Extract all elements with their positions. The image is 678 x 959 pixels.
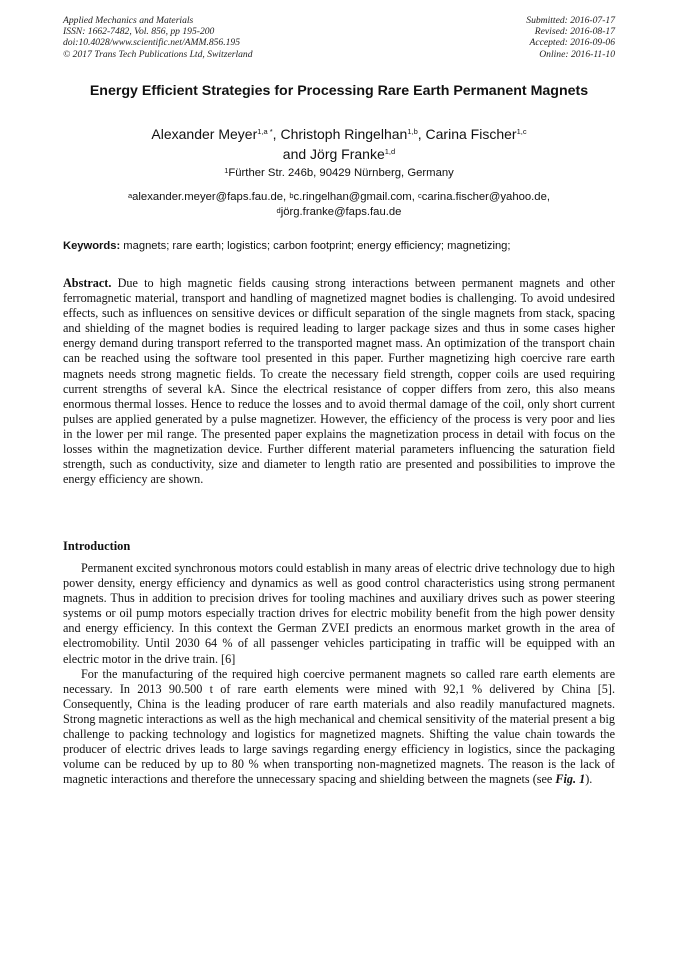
affiliation — [63, 166, 615, 180]
email-address[interactable]: alexander.meyer@faps.fau.de, — [132, 191, 290, 203]
page-header — [63, 15, 615, 60]
keywords-label: Keywords: — [63, 240, 121, 252]
author-superscript: 1,b — [407, 127, 418, 136]
author-superscript: 1,a * — [257, 127, 273, 136]
email-superscript: a — [127, 191, 133, 200]
affiliation-address: Fürther Str. 246b, 90429 Nürnberg, Germany — [228, 167, 454, 179]
revised-date: Revised: 2016-08-17 — [534, 26, 615, 38]
author-superscript: 1,d — [384, 147, 396, 156]
affiliation-superscript: 1 — [224, 166, 229, 175]
author-list — [63, 124, 615, 164]
email-superscript: c — [417, 191, 422, 200]
paragraph — [63, 667, 615, 788]
abstract-label: Abstract. — [63, 276, 112, 290]
abstract-text: Due to high magnetic fields causing strong interactions between permanent magnets and other ferromagnetic material, transport and handling of magnetized magnet bodies is challenging. To avoid undesired effects, such as influences on sensitive devices or difficult separation of the single magnets from stack, spacing and shielding of the magnet bodies is required leading to larger package sizes and thus in some cases higher energy demand during transport referred to the transported magnet mass. An optimization of the transport chain can be reached using the software tool presented in this paper. Further magnetizing high coercive rare earth magnets needs strong magnetic fields. To create the necessary field strength, copper coils are used requiring current strengths of several kA. Since the electrical resistance of copper differs from zero, this also means enormous thermal losses. Hence to reduce the losses and to avoid thermal damage of the coil, only short current pulses are applied generated by a pulse magnetizer. However, the efficiency of the process is very poor and lies in the lower per mil range. The presented paper explains the magnetization process in detail with focus on the losses within the magnetization device. Further different material parameters influencing the saturation field strength, such as conductivity, size and diameter to length ratio are presented and possibilities to improve the energy efficiency are shown. — [63, 276, 615, 487]
paragraph-text: For the manufacturing of the required high coercive permanent magnets so called rare earth elements are necessary. In 2013 90.500 t of rare earth elements were mined with 92,1 % delivered by China [5]. Consequently, China is the leading producer of rare earth materials and also readily manufactured magnets. Strong magnetic interactions as well as the high mechanical and chemical sensitivity of the material present a big challenge to packing technology and logistics for magnetized magnets. Shifting the value chain towards the producer of electric drives leads to large savings regarding energy efficiency in logistics, since the packaging volume can be reduced by up to 80 % when transporting non-magnetized magnets. The reason is the lack of magnetic interactions and therefore the unnecessary spacing and shielding between the magnets (see — [63, 666, 615, 787]
accepted-date: Accepted: 2016-09-06 — [529, 37, 615, 49]
email-address[interactable]: c.ringelhan@gmail.com, — [293, 191, 418, 203]
author-name: Jörg Franke — [310, 146, 385, 162]
introduction-heading: Introduction — [63, 539, 131, 553]
author-separator: , — [417, 126, 426, 142]
paper-title: Energy Efficient Strategies for Processing Rare Earth Permanent Magnets — [89, 83, 589, 99]
author-conjunction: and — [282, 146, 311, 162]
doi[interactable]: doi:10.4028/www.scientific.net/AMM.856.195 — [63, 37, 241, 49]
paragraph-end: ). — [585, 772, 593, 787]
author-name: Alexander Meyer — [151, 126, 258, 142]
copyright: © 2017 Trans Tech Publications Ltd, Switzerland — [63, 48, 253, 60]
author-separator: , — [272, 126, 281, 142]
keywords-text: magnets; rare earth; logistics; carbon footprint; energy efficiency; magnetizing; — [120, 240, 511, 252]
email-list — [63, 190, 615, 220]
email-superscript: b — [289, 191, 294, 200]
figure-reference[interactable]: Fig. 1 — [555, 772, 586, 787]
email-address[interactable]: jörg.franke@faps.fau.de — [280, 206, 402, 218]
abstract — [63, 276, 615, 487]
header-left — [63, 15, 253, 60]
author-superscript: 1,c — [516, 127, 527, 136]
online-date: Online: 2016-11-10 — [539, 48, 615, 60]
author-name: Carina Fischer — [425, 126, 517, 142]
keywords — [63, 239, 615, 253]
introduction-body — [63, 561, 615, 787]
header-right — [526, 15, 615, 60]
email-superscript: d — [276, 206, 281, 215]
email-address[interactable]: carina.fischer@yahoo.de, — [421, 191, 551, 203]
paragraph: Permanent excited synchronous motors could establish in many areas of electric drive technology due to high power density, energy efficiency and dynamics as well as good control characteristics using strong permanent magnets. Thus in addition to precision drives for tooling machines and auxiliary drives such as power steering systems or oil pump motors especially traction drives for electric mobility benefit from the high power density and energy efficiency. In this context the German ZVEI predicts an enormous market growth in the area of electromobility. Until 2030 64 % of all passenger vehicles participating in traffic will be equipped with an electric motor in the drive train. [6] — [63, 561, 615, 666]
journal-name: Applied Mechanics and Materials — [63, 15, 194, 26]
issn: ISSN: 1662-7482, Vol. 856, pp 195-200 — [63, 26, 215, 38]
submitted-date: Submitted: 2016-07-17 — [526, 15, 615, 26]
author-name: Christoph Ringelhan — [280, 126, 408, 142]
